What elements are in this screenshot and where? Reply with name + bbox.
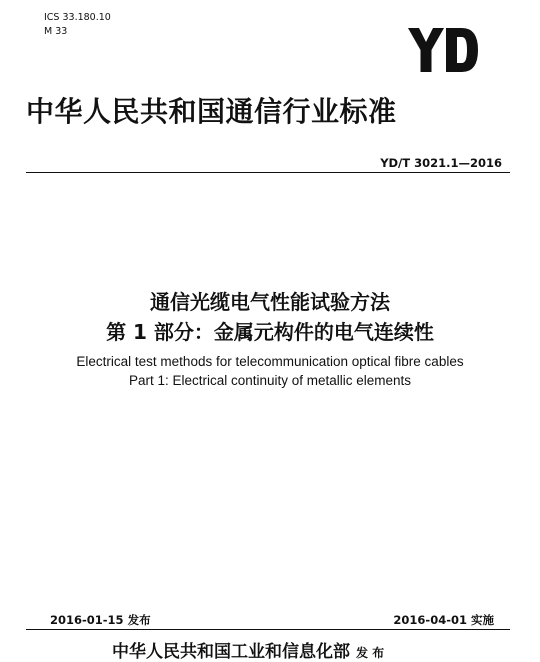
implementation-date: 2016-04-01 实施	[393, 613, 494, 627]
yd-logo	[408, 28, 478, 72]
yd-logo-graphic	[408, 28, 478, 72]
ccs-code: M 33	[44, 26, 68, 37]
title-zh-line1: 通信光缆电气性能试验方法	[150, 290, 390, 314]
ics-code: ICS 33.180.10	[44, 12, 111, 23]
publisher-name: 中华人民共和国工业和信息化部	[112, 642, 350, 662]
standard-category-title: 中华人民共和国通信行业标准	[26, 95, 397, 128]
publisher	[112, 637, 384, 662]
title-en-line1: Electrical test methods for telecommunication optical fibre cables	[76, 354, 464, 369]
title-zh-line2: 第 1 部分：金属元构件的电气连续性	[106, 320, 434, 344]
issue-date: 2016-01-15 发布	[50, 613, 151, 627]
bottom-divider	[26, 629, 510, 630]
title-en-line2: Part 1: Electrical continuity of metallic elements	[128, 373, 412, 388]
publisher-suffix: 发 布	[356, 646, 385, 660]
standard-number: YD/T 3021.1—2016	[380, 156, 502, 170]
top-divider	[26, 172, 510, 173]
